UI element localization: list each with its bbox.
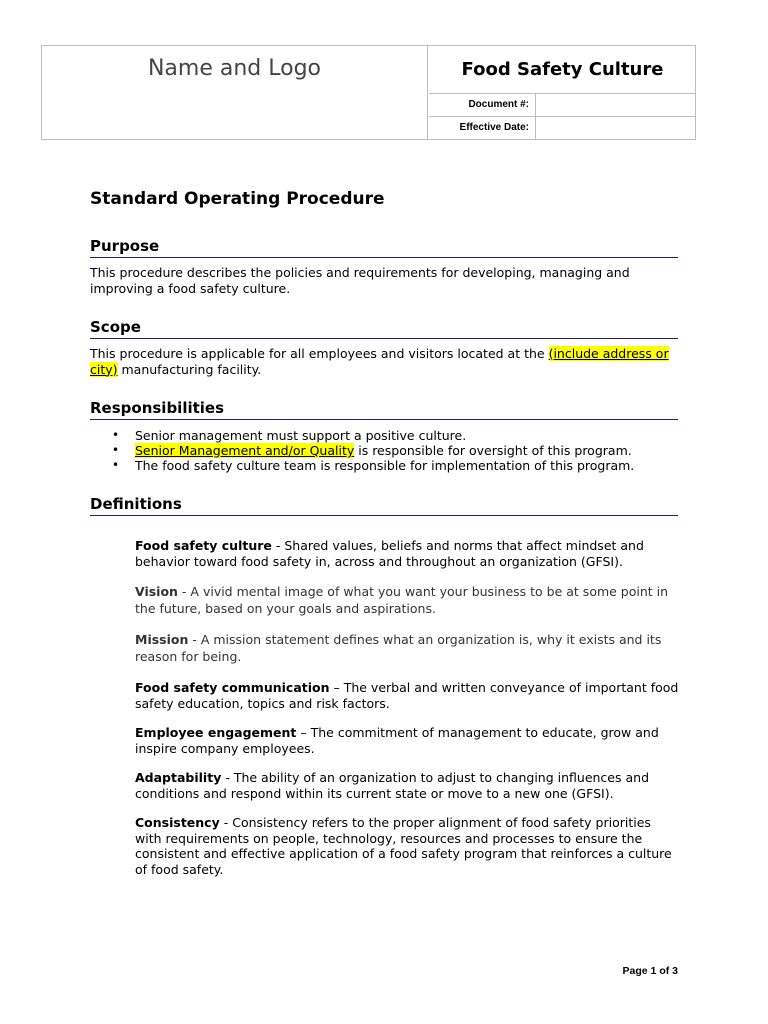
definition-item [135, 632, 680, 665]
definition-text: A mission statement defines what an organization is, why it exists and its reason for being. [135, 632, 662, 664]
definition-separator: - [188, 632, 201, 647]
document-number-value [536, 94, 696, 116]
definition-item [135, 680, 680, 711]
logo-cell [42, 46, 428, 139]
definition-term: Food safety communication [135, 680, 330, 695]
definition-text: Consistency refers to the proper alignment of food safety priorities with requirements on people, technology, resources and processes to ensure the consistent and effective application of a food safety program that reinforces a culture of food safety. [135, 815, 672, 877]
page-title: Standard Operating Procedure [90, 189, 385, 209]
list-item-text: The food safety culture team is responsible for implementation of this program. [135, 458, 635, 473]
definition-item [135, 538, 680, 569]
list-item [90, 428, 678, 443]
bullet-icon: • [112, 443, 120, 457]
definition-separator: – [296, 725, 311, 740]
effective-date-label: Effective Date: [429, 117, 536, 140]
purpose-heading: Purpose [90, 237, 678, 258]
definition-term: Food safety culture [135, 538, 272, 553]
definition-text: A vivid mental image of what you want your business to be at some point in the future, based on your goals and aspirations. [135, 584, 669, 616]
purpose-text: This procedure describes the policies and requirements for developing, managing and improving a food safety culture. [90, 265, 630, 296]
document-title-cell: Food Safety Culture [429, 46, 696, 94]
list-item-text: is responsible for oversight of this program. [354, 443, 632, 458]
definition-item [135, 725, 680, 756]
bullet-icon: • [112, 458, 120, 472]
list-item [90, 443, 678, 458]
list-item [90, 458, 678, 473]
document-number-label: Document #: [429, 94, 536, 116]
definition-term: Consistency [135, 815, 220, 830]
definition-text: The commitment of management to educate, grow and inspire company employees. [135, 725, 659, 756]
scope-address-highlight: (include address or city) [90, 346, 669, 377]
effective-date-row [429, 117, 696, 140]
scope-text-after: manufacturing facility. [117, 361, 262, 377]
definition-text: The verbal and written conveyance of important food safety education, topics and risk factors. [135, 680, 679, 711]
responsibilities-heading: Responsibilities [90, 399, 678, 420]
definition-separator: - [271, 538, 285, 553]
logo-placeholder: Name and Logo [147, 56, 322, 81]
list-item-text: Senior management must support a positive culture. [135, 428, 467, 443]
definition-item [135, 815, 680, 877]
definition-term: Mission [135, 632, 189, 647]
definition-separator: - [177, 584, 191, 599]
document-number-row [429, 94, 696, 117]
document-header-table [41, 45, 696, 140]
definition-separator: – [329, 680, 344, 695]
definition-item [135, 770, 680, 801]
definition-term: Adaptability [135, 770, 222, 785]
bullet-icon: • [112, 428, 120, 442]
list-item-highlight: Senior Management and/or Quality [135, 443, 355, 458]
page-number: Page 1 of 3 [622, 965, 678, 977]
definition-text: The ability of an organization to adjust to changing influences and conditions and respond within its current state or move to a new one (GFSI). [135, 770, 649, 801]
scope-text-before: This procedure is applicable for all employees and visitors located at the [90, 346, 549, 361]
effective-date-value [536, 117, 696, 140]
scope-text [90, 346, 678, 377]
definition-term: Vision [135, 584, 178, 599]
definition-term: Employee engagement [135, 725, 297, 740]
responsibilities-list [90, 428, 678, 473]
definition-separator: - [221, 770, 234, 785]
scope-heading: Scope [90, 318, 678, 339]
definition-text: Shared values, beliefs and norms that affect mindset and behavior toward food safety in, across and throughout an organization (GFSI). [135, 538, 644, 569]
definition-item [135, 584, 680, 617]
definitions-heading: Definitions [90, 495, 678, 516]
definition-separator: - [219, 815, 233, 830]
